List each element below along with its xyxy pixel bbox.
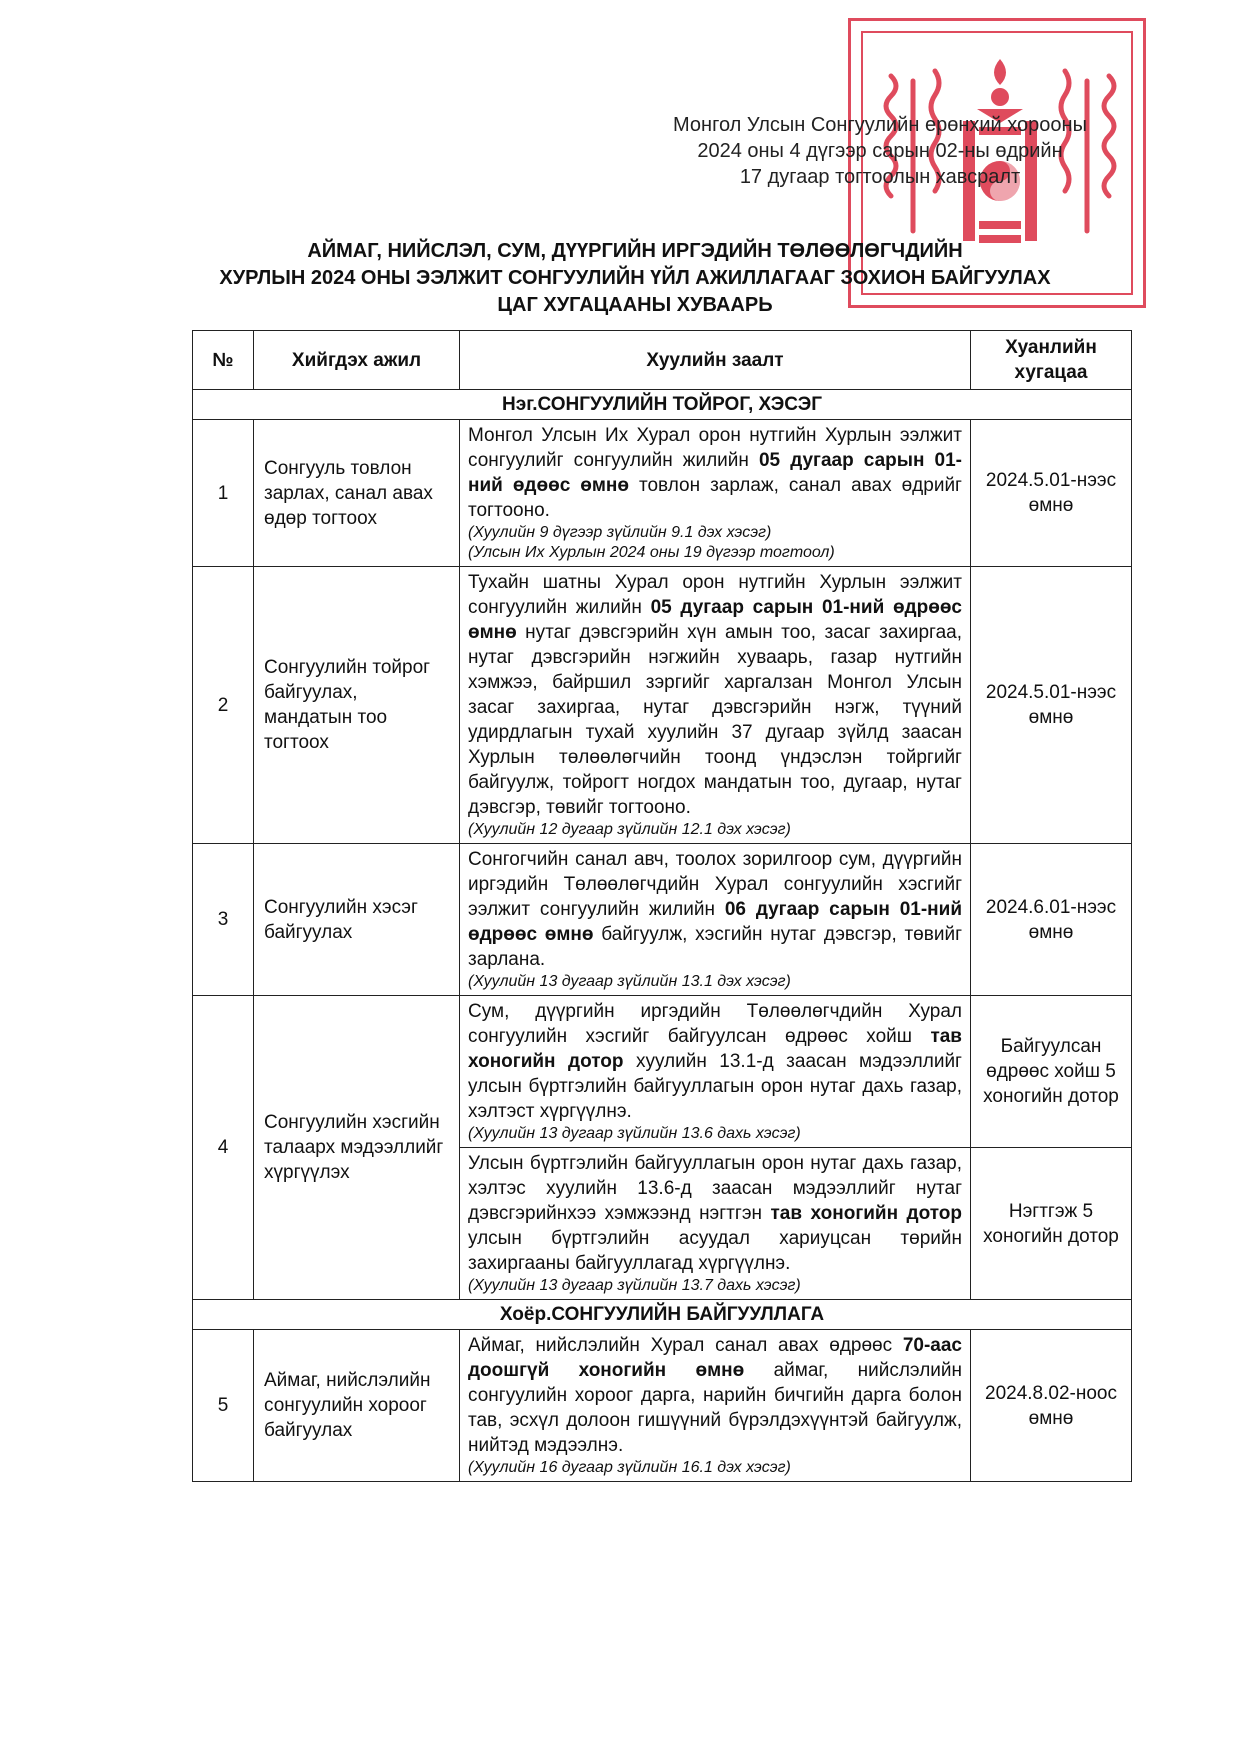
row-num: 5 [193, 1330, 254, 1482]
law-reference: (Хуулийн 12 дугаар зүйлийн 12.1 дэх хэсэг) [468, 821, 791, 838]
row-num: 3 [193, 844, 254, 996]
section-row [193, 1300, 1132, 1330]
attachment-line: Монгол Улсын Сонгуулийн ерөнхий хорооны [673, 114, 1087, 136]
section-title: Хоёр.СОНГУУЛИЙН БАЙГУУЛЛАГА [193, 1300, 1132, 1330]
law-reference: (Хуулийн 16 дугаар зүйлийн 16.1 дэх хэсэг) [468, 1459, 791, 1476]
title-line: АЙМАГ, НИЙСЛЭЛ, СУМ, ДҮҮРГИЙН ИРГЭДИЙН ТӨЛӨӨЛӨГЧДИЙН [307, 240, 963, 262]
row-task: Сонгуулийн хэсэг байгуулах [254, 844, 460, 996]
title-line: ХУРЛЫН 2024 ОНЫ ЭЭЛЖИТ СОНГУУЛИЙН ҮЙЛ АЖИЛЛАГААГ ЗОХИОН БАЙГУУЛАХ [219, 267, 1051, 289]
law-text: Сонгогчийн санал авч, тоолох зорилгоор сум, дүүргийн иргэдийн Төлөөлөгчдийн Хурал сонгуулийн хэсгийг ээлжит сонгуулийн жилийн 06 дугаар сарын 01-ний өдрөөс өмнө байгуулж, хэсгийн нутаг дэвсгэр, төвийг зарлана. [468, 849, 962, 970]
row-task: Сонгуулийн тойрог байгуулах, мандатын тоо тогтоох [254, 567, 460, 844]
law-text: Тухайн шатны Хурал орон нутгийн Хурлын ээлжит сонгуулийн жилийн 05 дугаар сарын 01-ний өдрөөс өмнө нутаг дэвсгэрийн хүн амын тоо, засаг захиргаа, нутаг дэвсгэрийн нэгжийн хуваарь, газар нутгийн хэмжээ, байршил зэргийг харгалзан Монгол Улсын засаг захиргаа, нутаг дэвсгэрийн нэгж, түүний удирдлагын тухай хуулийн 37 дугаар зүйлд заасан Хурлын төлөөлөгчийн тоонд үндэслэн тойргийг байгуулж, тойрогт ногдох мандатын тоо, дугаар, нутаг дэвсгэр, төвийг тогтооно. [468, 572, 962, 818]
table-row [193, 567, 1132, 844]
row-deadline: 2024.5.01-нээс өмнө [971, 420, 1132, 567]
row-num: 1 [193, 420, 254, 567]
law-text: Улсын бүртгэлийн байгууллагын орон нутаг дахь газар, хэлтэс хуулийн 13.6-д заасан мэдээллийг нутаг дэвсгэрийнхээ хэмжээнд нэгтгэн тав хоногийн дотор улсын бүртгэлийн асуудал хариуцсан төрийн захиргааны байгууллагад хүргүүлнэ. [468, 1153, 963, 1274]
row-deadline: 2024.8.02-ноос өмнө [971, 1330, 1132, 1482]
law-reference: (Хуулийн 13 дугаар зүйлийн 13.1 дэх хэсэг) [468, 973, 791, 990]
row-law [460, 844, 971, 996]
table-header-row [193, 331, 1132, 390]
row-law [460, 996, 971, 1148]
document-title [160, 238, 1110, 319]
row-task: Сонгуулийн хэсгийн талаарх мэдээллийг хүргүүлэх [254, 996, 460, 1300]
row-deadline: Нэгтгэж 5 хоногийн дотор [971, 1148, 1132, 1300]
header-deadline: Хуанлийн хугацаа [971, 331, 1132, 390]
header-num: № [193, 331, 254, 390]
header-law: Хуулийн заалт [460, 331, 971, 390]
attachment-line: 17 дугаар тогтоолын хавсралт [739, 166, 1021, 188]
law-reference: (Хуулийн 9 дүгээр зүйлийн 9.1 дэх хэсэг) [468, 524, 772, 541]
row-task: Сонгууль товлон зарлах, санал авах өдөр тогтоох [254, 420, 460, 567]
row-task: Аймаг, нийслэлийн сонгуулийн хороог байгуулах [254, 1330, 460, 1482]
table-row [193, 1330, 1132, 1482]
law-reference: (Хуулийн 13 дугаар зүйлийн 13.6 дахь хэсэг) [468, 1125, 801, 1142]
row-deadline: Байгуулсан өдрөөс хойш 5 хоногийн дотор [971, 996, 1132, 1148]
attachment-note [640, 112, 1120, 190]
law-text: Монгол Улсын Их Хурал орон нутгийн Хурлын ээлжит сонгуулийг сонгуулийн жилийн 05 дугаар сарын 01-ний өдөөс өмнө товлон зарлаж, санал авах өдрийг тогтооно. [468, 425, 962, 521]
row-law [460, 420, 971, 567]
header-task: Хийгдэх ажил [254, 331, 460, 390]
row-deadline: 2024.5.01-нээс өмнө [971, 567, 1132, 844]
attachment-line: 2024 оны 4 дүгээр сарын 02-ны өдрийн [697, 140, 1063, 162]
section-row [193, 390, 1132, 420]
title-line: ЦАГ ХУГАЦААНЫ ХУВААРЬ [497, 294, 773, 316]
law-text: Сум, дүүргийн иргэдийн Төлөөлөгчдийн Хурал сонгуулийн хэсгийг байгуулсан өдрөөс хойш тав хоногийн дотор хуулийн 13.1-д заасан мэдээллийг улсын бүртгэлийн байгууллагын орон нутаг дахь газар, хэлтэст хүргүүлнэ. [468, 1001, 962, 1122]
row-law [460, 1330, 971, 1482]
row-law [460, 1148, 971, 1300]
schedule-table [192, 330, 1132, 1482]
table-row [193, 996, 1132, 1148]
law-reference: (Хуулийн 13 дугаар зүйлийн 13.7 дахь хэсэг) [468, 1277, 801, 1294]
table-row [193, 844, 1132, 996]
row-num: 2 [193, 567, 254, 844]
table-row [193, 420, 1132, 567]
row-law [460, 567, 971, 844]
row-num: 4 [193, 996, 254, 1300]
law-text: Аймаг, нийслэлийн Хурал санал авах өдрөөс 70-аас доошгүй хоногийн өмнө аймаг, нийслэлийн сонгуулийн хороог дарга, нарийн бичгийн дарга болон тав, эсхүл долоон гишүүний бүрэлдэхүүнтэй байгуулж, нийтэд мэдээлнэ. [468, 1335, 962, 1456]
law-reference: (Улсын Их Хурлын 2024 оны 19 дүгээр тогтоол) [468, 544, 835, 561]
row-deadline: 2024.6.01-нээс өмнө [971, 844, 1132, 996]
section-title: Нэг.СОНГУУЛИЙН ТОЙРОГ, ХЭСЭГ [193, 390, 1132, 420]
